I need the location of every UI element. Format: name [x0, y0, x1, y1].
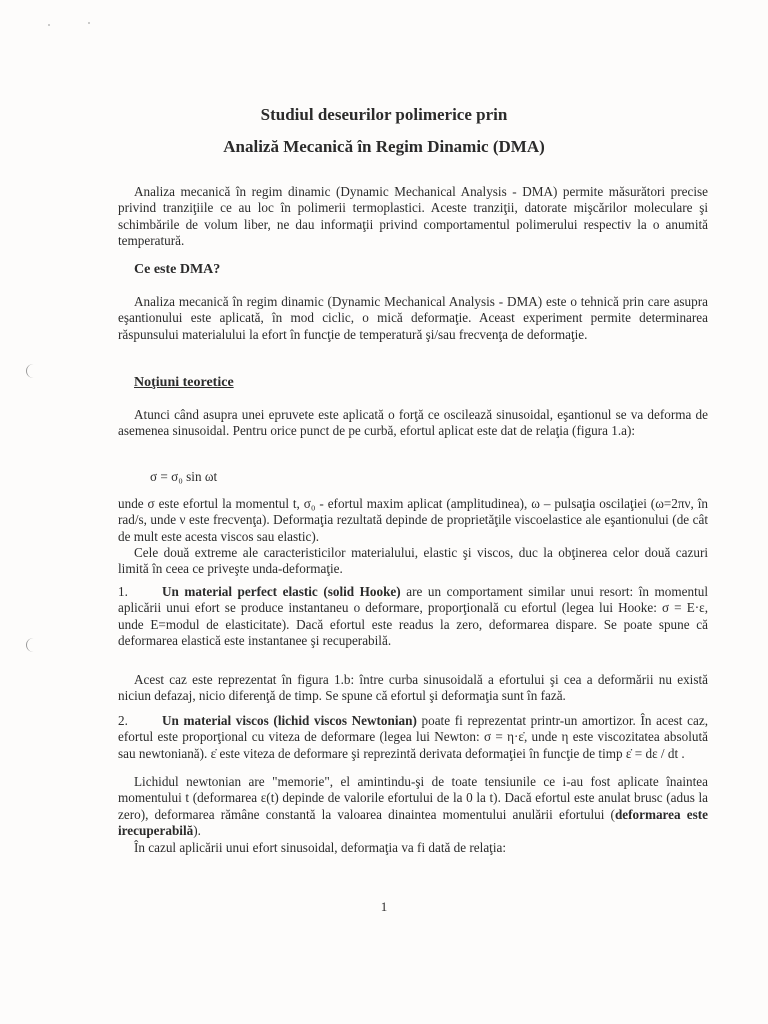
paragraph-dma-definition: Analiza mecanică în regim dinamic (Dynamic Mechanical Analysis - DMA) este o tehnică prin care asupra eşantionului este aplicată, în mod ciclic, o mică deformaţie. Aceast experiment permite determinarea răspunsului materialului la efort în funcţie de temperatură şi/sau frecvenţa de deformaţie. — [118, 294, 708, 342]
list-item-term: Un material perfect elastic (solid Hooke) — [162, 584, 401, 599]
paragraph-two-extremes: Cele două extreme ale caracteristicilor materialului, elastic şi viscos, duc la obţinerea celor două cazuri limită în ceea ce priveşte unda-deformaţie. — [118, 545, 708, 577]
list-item-number: 1. — [118, 584, 128, 599]
document-title-line2: Analiză Mecanică în Regim Dinamic (DMA) — [223, 137, 545, 156]
punch-hole-mark — [26, 364, 41, 378]
paragraph-text: ). — [193, 823, 201, 839]
paragraph-figure-1b: Acest caz este reprezentat în figura 1.b: între curba sinusoidală a efortului şi cea a deformării nu există niciun defazaj, nicio diferenţă de timp. Se spune că efortul şi deformaţia sunt în fază. — [118, 672, 708, 704]
scan-speck — [88, 22, 90, 24]
page-number: 1 — [380, 899, 388, 914]
section-heading-ce-este-dma: Ce este DMA? — [134, 262, 221, 277]
paragraph-sinusoidal-force: Atunci când asupra unei epruvete este aplicată o forţă ce oscilează sinusoidal, eşantionul se va deforma de asemenea sinusoidal. Pentru orice punct de pe curbă, efortul aplicat este dat de relaţia (figura 1.a): — [118, 407, 708, 439]
document-title-line1: Studiul deseurilor polimerice prin — [260, 105, 508, 124]
paragraph-stress-explanation: unde σ este efortul la momentul t, σ₀ - efortul maxim aplicat (amplitudinea), ω – pulsaţia oscilaţiei (ω=2πν, în rad/s, unde ν este frecvenţa). Deformaţia rezultată depinde de proprietăţile viscoelastice ale eşantionului (de cât de mult este acesta viscos sau elastic). — [118, 496, 708, 544]
paragraph-newtonian-memory — [118, 774, 708, 840]
list-item-text: poate fi reprezentat printr-un amortizor. În acest caz, efortul este proporţional cu viteza de deformare (legea lui Newton: σ = η·ε̇, unde η este viscozitatea absolută sau newtoniană). ε̇ este viteza de deformare şi reprezintă derivata deformaţiei în funcţie de timp ε̇ = dε / dt . — [118, 713, 708, 761]
list-item-number: 2. — [118, 713, 128, 728]
list-item-elastic — [118, 584, 708, 650]
intro-paragraph: Analiza mecanică în regim dinamic (Dynamic Mechanical Analysis - DMA) permite măsurători precise privind tranziţiile ce au loc în polimerii termoplastici. Aceste tranziţii, datorate mişcărilor moleculare şi schimbările de volum liber, ne dau informaţii privind comportamentul polimerului respectiv la o anumită temperatură. — [118, 184, 708, 249]
paragraph-sinusoidal-relation: În cazul aplicării unui efort sinusoidal, deformaţia va fi dată de relaţia: — [134, 840, 507, 855]
paragraph-text: Lichidul newtonian are "memorie", el amintindu-şi de toate tensiunile ce i-au fost aplicate înaintea momentului t (deformarea ε(t) depinde de valorile efortului de la 0 la t). Dacă efortul este anulat brusc (adus la zero), deformarea rămâne constantă la valoarea dinaintea momentului anulării efortului ( — [118, 774, 708, 822]
list-item-term: Un material viscos (lichid viscos Newtonian) — [162, 713, 417, 728]
list-item-viscous — [118, 713, 708, 762]
punch-hole-mark — [26, 638, 41, 652]
section-heading-notiuni-teoretice: Noţiuni teoretice — [134, 375, 234, 390]
scan-speck — [48, 24, 50, 26]
formula-stress: σ = σ₀ sin ωt — [150, 469, 218, 484]
list-item-text: are un comportament similar unui resort: în momentul aplicării unui efort se produce instantaneu o deformare, proporţională cu efortul (legea lui Hooke: σ = E·ε, unde E=modul de elasticitate). Dacă efortul este readus la zero, deformarea dispare. Se poate spune că deformarea elastică este instantanee şi recuperabilă. — [118, 584, 708, 649]
emphasis-text: deformarea este irecuperabilă — [118, 806, 708, 839]
